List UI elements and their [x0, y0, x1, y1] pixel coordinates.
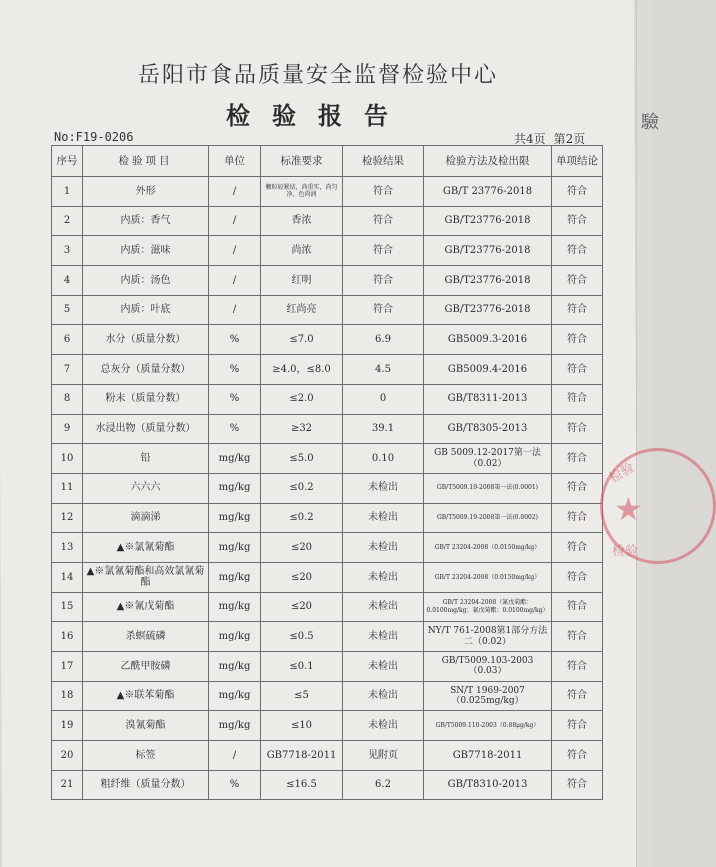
row-verdict: 符合: [552, 325, 603, 355]
row-no: 18: [52, 681, 83, 711]
table-row: [52, 503, 603, 533]
col-header-requirement: 标准要求: [261, 146, 343, 177]
row-item: 溴氰菊酯: [83, 711, 209, 741]
row-item: ▲※氰戊菊酯: [83, 592, 209, 622]
row-method: GB 5009.12-2017第一法（0.02）: [424, 444, 552, 474]
row-item: 内质：叶底: [83, 295, 209, 325]
inspection-table: [51, 145, 603, 800]
row-verdict: 符合: [552, 533, 603, 563]
row-unit: %: [209, 384, 261, 414]
row-verdict: 符合: [552, 295, 603, 325]
row-no: 19: [52, 711, 83, 741]
row-method: GB/T8310-2013: [424, 770, 552, 800]
row-result: 6.9: [343, 325, 424, 355]
row-unit: /: [209, 295, 261, 325]
seal-star-icon: ★: [614, 490, 643, 528]
row-item: 滴滴涕: [83, 503, 209, 533]
row-requirement: 尚浓: [261, 236, 343, 266]
row-method: GB/T5009.103-2003（0.03）: [424, 652, 552, 682]
row-method: SN/T 1969-2007（0.025mg/kg）: [424, 681, 552, 711]
row-method: GB/T23776-2018: [424, 236, 552, 266]
table-row: [52, 711, 603, 741]
document-number: No:F19-0206: [54, 130, 134, 144]
table-row: [52, 681, 603, 711]
row-method: GB/T23776-2018: [424, 206, 552, 236]
row-item: 内质：汤色: [83, 266, 209, 296]
row-no: 7: [52, 355, 83, 385]
adjacent-page-character: 驗: [641, 112, 659, 133]
table-row: [52, 325, 603, 355]
row-item: 铅: [83, 444, 209, 474]
row-unit: mg/kg: [209, 622, 261, 652]
row-method: GB/T 23204-2008（0.0150mg/kg）: [424, 533, 552, 563]
row-no: 21: [52, 770, 83, 800]
row-item: 粉末（质量分数）: [83, 384, 209, 414]
table-row: [52, 355, 603, 385]
row-requirement: 红尚亮: [261, 295, 343, 325]
row-item: 标签: [83, 741, 209, 771]
row-item: ▲※氯氰菊酯和高效氯氰菊酯: [83, 562, 209, 592]
row-result: 未检出: [343, 711, 424, 741]
row-method: GB5009.4-2016: [424, 355, 552, 385]
row-verdict: 符合: [552, 206, 603, 236]
row-unit: /: [209, 206, 261, 236]
row-item: 乙酰甲胺磷: [83, 652, 209, 682]
row-result: 未检出: [343, 473, 424, 503]
row-requirement: ≤5.0: [261, 444, 343, 474]
row-unit: %: [209, 325, 261, 355]
row-requirement: ≤20: [261, 592, 343, 622]
table-row: [52, 592, 603, 622]
row-item: 水浸出物（质量分数）: [83, 414, 209, 444]
table-row: [52, 444, 603, 474]
col-header-no: 序号: [52, 146, 83, 177]
row-requirement: ≤10: [261, 711, 343, 741]
row-no: 10: [52, 444, 83, 474]
row-method: GB/T23776-2018: [424, 295, 552, 325]
row-result: 未检出: [343, 503, 424, 533]
row-unit: mg/kg: [209, 562, 261, 592]
row-verdict: 符合: [552, 681, 603, 711]
row-verdict: 符合: [552, 562, 603, 592]
row-unit: /: [209, 266, 261, 296]
row-no: 15: [52, 592, 83, 622]
col-header-method: 检验方法及检出限: [424, 146, 552, 177]
row-verdict: 符合: [552, 503, 603, 533]
table-row: [52, 177, 603, 207]
page-number: 第2页: [553, 132, 586, 146]
col-header-unit: 单位: [209, 146, 261, 177]
row-requirement: ≤20: [261, 533, 343, 563]
row-requirement: 香浓: [261, 206, 343, 236]
row-result: 未检出: [343, 533, 424, 563]
row-item: 杀螟硫磷: [83, 622, 209, 652]
row-unit: mg/kg: [209, 652, 261, 682]
row-requirement: ≤20: [261, 562, 343, 592]
row-verdict: 符合: [552, 770, 603, 800]
row-verdict: 符合: [552, 444, 603, 474]
row-unit: mg/kg: [209, 533, 261, 563]
row-no: 17: [52, 652, 83, 682]
row-no: 2: [52, 206, 83, 236]
row-verdict: 符合: [552, 266, 603, 296]
row-method: NY/T 761-2008第1部分方法二（0.02）: [424, 622, 552, 652]
row-requirement: ≤0.2: [261, 473, 343, 503]
row-no: 14: [52, 562, 83, 592]
row-no: 16: [52, 622, 83, 652]
table-header-row: [52, 146, 603, 177]
table-row: [52, 295, 603, 325]
row-unit: mg/kg: [209, 473, 261, 503]
table-row: [52, 266, 603, 296]
row-no: 12: [52, 503, 83, 533]
row-requirement: 红明: [261, 266, 343, 296]
row-item: ▲※氯氰菊酯: [83, 533, 209, 563]
seal-top-text: 检验: [606, 460, 638, 487]
row-result: 6.2: [343, 770, 424, 800]
table-row: [52, 473, 603, 503]
row-item: 总灰分（质量分数）: [83, 355, 209, 385]
row-result: 符合: [343, 266, 424, 296]
table-row: [52, 384, 603, 414]
row-result: 未检出: [343, 681, 424, 711]
table-row: [52, 414, 603, 444]
row-unit: /: [209, 741, 261, 771]
total-pages: 共4页: [514, 132, 546, 146]
row-verdict: 符合: [552, 355, 603, 385]
row-no: 13: [52, 533, 83, 563]
row-item: 粗纤维（质量分数）: [83, 770, 209, 800]
row-verdict: 符合: [552, 711, 603, 741]
table-row: [52, 236, 603, 266]
row-method: GB/T8305-2013: [424, 414, 552, 444]
row-requirement: GB7718-2011: [261, 741, 343, 771]
row-item: 内质：滋味: [83, 236, 209, 266]
row-requirement: ≤0.1: [261, 652, 343, 682]
row-unit: %: [209, 355, 261, 385]
row-method: GB/T5009.19-2008第一法(0.0002): [424, 503, 552, 533]
row-verdict: 符合: [552, 384, 603, 414]
row-verdict: 符合: [552, 414, 603, 444]
row-item: ▲※联苯菊酯: [83, 681, 209, 711]
row-no: 5: [52, 295, 83, 325]
row-no: 4: [52, 266, 83, 296]
row-verdict: 符合: [552, 236, 603, 266]
row-requirement: ≥32: [261, 414, 343, 444]
row-result: 符合: [343, 206, 424, 236]
row-unit: mg/kg: [209, 711, 261, 741]
row-unit: %: [209, 770, 261, 800]
row-result: 未检出: [343, 622, 424, 652]
table-row: [52, 770, 603, 800]
row-item: 内质：香气: [83, 206, 209, 236]
table-row: [52, 652, 603, 682]
row-verdict: 符合: [552, 592, 603, 622]
row-result: 未检出: [343, 652, 424, 682]
row-item: 外形: [83, 177, 209, 207]
row-method: GB5009.3-2016: [424, 325, 552, 355]
row-method: GB/T 23204-2008（0.0150mg/kg）: [424, 562, 552, 592]
row-result: 0.10: [343, 444, 424, 474]
row-verdict: 符合: [552, 473, 603, 503]
row-no: 6: [52, 325, 83, 355]
row-requirement: ≤0.2: [261, 503, 343, 533]
row-requirement: ≤5: [261, 681, 343, 711]
row-method: GB/T23776-2018: [424, 266, 552, 296]
row-verdict: 符合: [552, 622, 603, 652]
row-no: 3: [52, 236, 83, 266]
row-item: 水分（质量分数）: [83, 325, 209, 355]
row-unit: mg/kg: [209, 444, 261, 474]
row-result: 未检出: [343, 592, 424, 622]
row-result: 4.5: [343, 355, 424, 385]
table-row: [52, 206, 603, 236]
row-method: GB/T 23204-2008（氰戊菊酯：0.0100mg/kg；氰戊菊酯：0.0100mg/kg）: [424, 592, 552, 622]
row-method: GB/T5009.110-2003（0.88μg/kg）: [424, 711, 552, 741]
row-unit: mg/kg: [209, 592, 261, 622]
row-method: GB/T8311-2013: [424, 384, 552, 414]
row-result: 符合: [343, 295, 424, 325]
row-method: GB/T5009.19-2008第一法(0.0001): [424, 473, 552, 503]
row-no: 11: [52, 473, 83, 503]
table-row: [52, 741, 603, 771]
row-requirement: ≤0.5: [261, 622, 343, 652]
row-unit: /: [209, 236, 261, 266]
row-requirement: ≤16.5: [261, 770, 343, 800]
row-result: 未检出: [343, 562, 424, 592]
row-result: 符合: [343, 177, 424, 207]
row-unit: mg/kg: [209, 503, 261, 533]
row-requirement: 颗粒较紧结，尚重实，尚匀净，色尚润: [261, 177, 343, 207]
table-row: [52, 562, 603, 592]
row-no: 8: [52, 384, 83, 414]
document-title: 检验报告: [226, 102, 410, 130]
col-header-verdict: 单项结论: [552, 146, 603, 177]
row-requirement: ≥4.0，≤8.0: [261, 355, 343, 385]
row-requirement: ≤7.0: [261, 325, 343, 355]
row-result: 0: [343, 384, 424, 414]
row-unit: /: [209, 177, 261, 207]
row-method: GB7718-2011: [424, 741, 552, 771]
table-row: [52, 622, 603, 652]
seal-bottom-text: 检验: [612, 544, 639, 559]
row-unit: mg/kg: [209, 681, 261, 711]
row-no: 20: [52, 741, 83, 771]
row-result: 符合: [343, 236, 424, 266]
organization-title: 岳阳市食品质量安全监督检验中心: [137, 63, 498, 88]
row-result: 见附页: [343, 741, 424, 771]
row-item: 六六六: [83, 473, 209, 503]
row-result: 39.1: [343, 414, 424, 444]
row-no: 1: [52, 177, 83, 207]
row-requirement: ≤2.0: [261, 384, 343, 414]
row-verdict: 符合: [552, 652, 603, 682]
row-no: 9: [52, 414, 83, 444]
col-header-item: 检验项目: [83, 146, 209, 177]
table-row: [52, 533, 603, 563]
row-method: GB/T 23776-2018: [424, 177, 552, 207]
row-verdict: 符合: [552, 177, 603, 207]
row-unit: %: [209, 414, 261, 444]
row-verdict: 符合: [552, 741, 603, 771]
col-header-result: 检验结果: [343, 146, 424, 177]
